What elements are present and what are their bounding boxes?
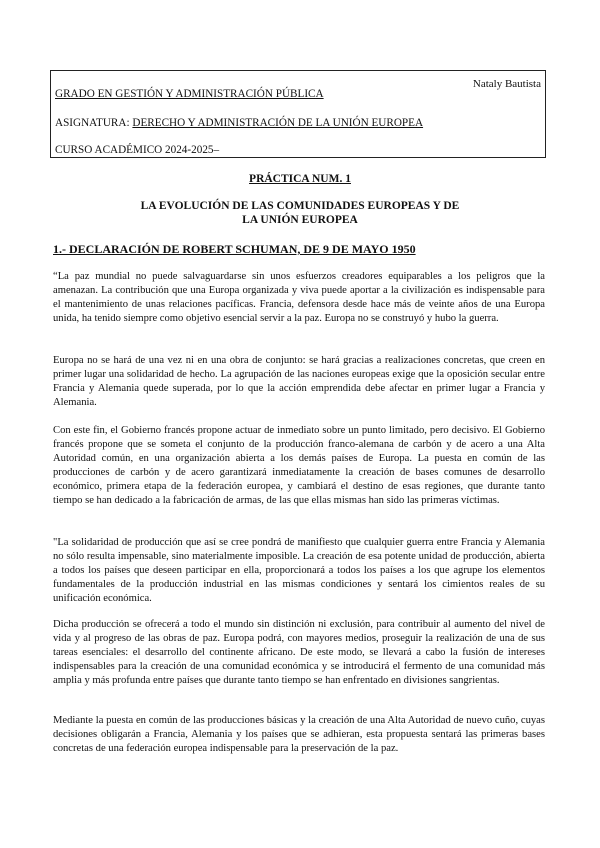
subject-label: ASIGNATURA:	[55, 117, 133, 129]
main-title-line-2: LA UNIÓN EUROPEA	[242, 214, 358, 226]
section-title: 1.- DECLARACIÓN DE ROBERT SCHUMAN, DE 9 DE MAYO 1950	[53, 242, 416, 256]
author-name: Nataly Bautista	[472, 78, 541, 90]
header-box	[50, 70, 546, 158]
practice-title: PRÁCTICA NUM. 1	[249, 173, 351, 185]
paragraph-5: Dicha producción se ofrecerá a todo el mundo sin distinción ni exclusión, para contribuir al aumento del nivel de vida y al progreso de las obras de paz. Europa podrá, con mayores medios, proseguir la realización de una de sus tareas esenciales: el desarrollo del continente africano. De este modo, se llevará a cabo la fusión de intereses indispensables para la creación de una comunidad económica y se introducirá el fermento de una comunidad más amplia y más profunda entre países que durante tanto tiempo se han enfrentado en divisiones sangrientas.	[53, 619, 545, 686]
paragraph-4: "La solidaridad de producción que así se cree pondrá de manifiesto que cualquier guerra entre Francia y Alemania no sólo resulta impensable, sino materialmente imposible. La creación de esa potente unidad de producción, abierta a todos los países que deseen participar en ella, proporcionará a todos los países a los que agrupe los elementos fundamentales de la producción industrial en las mismas condiciones y sentará los cimientos reales de su unificación económica.	[53, 537, 545, 604]
paragraph-6: Mediante la puesta en común de las producciones básicas y la creación de una Alta Autoridad de nuevo cuño, cuyas decisiones obligarán a Francia, Alemania y los países que se adhieran, esta propuesta sentará las primeras bases concretas de una federación europea indispensable para la preservación de la paz.	[53, 715, 545, 754]
degree-line: GRADO EN GESTIÓN Y ADMINISTRACIÓN PÚBLICA	[55, 88, 324, 100]
paragraph-1: “La paz mundial no puede salvaguardarse sin unos esfuerzos creadores equiparables a los peligros que la amenazan. La contribución que una Europa organizada y viva puede aportar a la civilización es indispensable para el mantenimiento de unas relaciones pacíficas. Francia, defensora desde hace más de veinte años de una Europa unida, ha tenido siempre como objetivo esencial servir a la paz. Europa no se construyó y hubo la guerra.	[53, 271, 545, 324]
paragraph-3: Con este fin, el Gobierno francés propone actuar de inmediato sobre un punto limitado, pero decisivo. El Gobierno francés propone que se someta el conjunto de la producción franco-alemana de carbón y de acero a una Alta Autoridad común, en una organización abierta a los demás países de Europa. La puesta en común de las producciones de carbón y de acero garantizará inmediatamente la creación de bases comunes de desarrollo económico, primera etapa de la federación europea, y cambiará el destino de esas regiones, que durante tanto tiempo se han dedicado a la fabricación de armas, de las que ellas mismas han sido las primeras víctimas.	[53, 425, 545, 506]
subject-name: DERECHO Y ADMINISTRACIÓN DE LA UNIÓN EUROPEA	[132, 117, 424, 129]
main-title-line-1: LA EVOLUCIÓN DE LAS COMUNIDADES EUROPEAS Y DE	[140, 200, 460, 212]
subject-line	[55, 117, 423, 129]
paragraph-2: Europa no se hará de una vez ni en una obra de conjunto: se hará gracias a realizaciones concretas, que creen en primer lugar una solidaridad de hecho. La agrupación de las naciones europeas exige que la oposición secular entre Francia y Alemania quede superada, por lo que la acción emprendida debe afectar en primer lugar a Francia y Alemania.	[53, 355, 545, 408]
course-line: CURSO ACADÉMICO 2024-2025–	[55, 144, 220, 156]
